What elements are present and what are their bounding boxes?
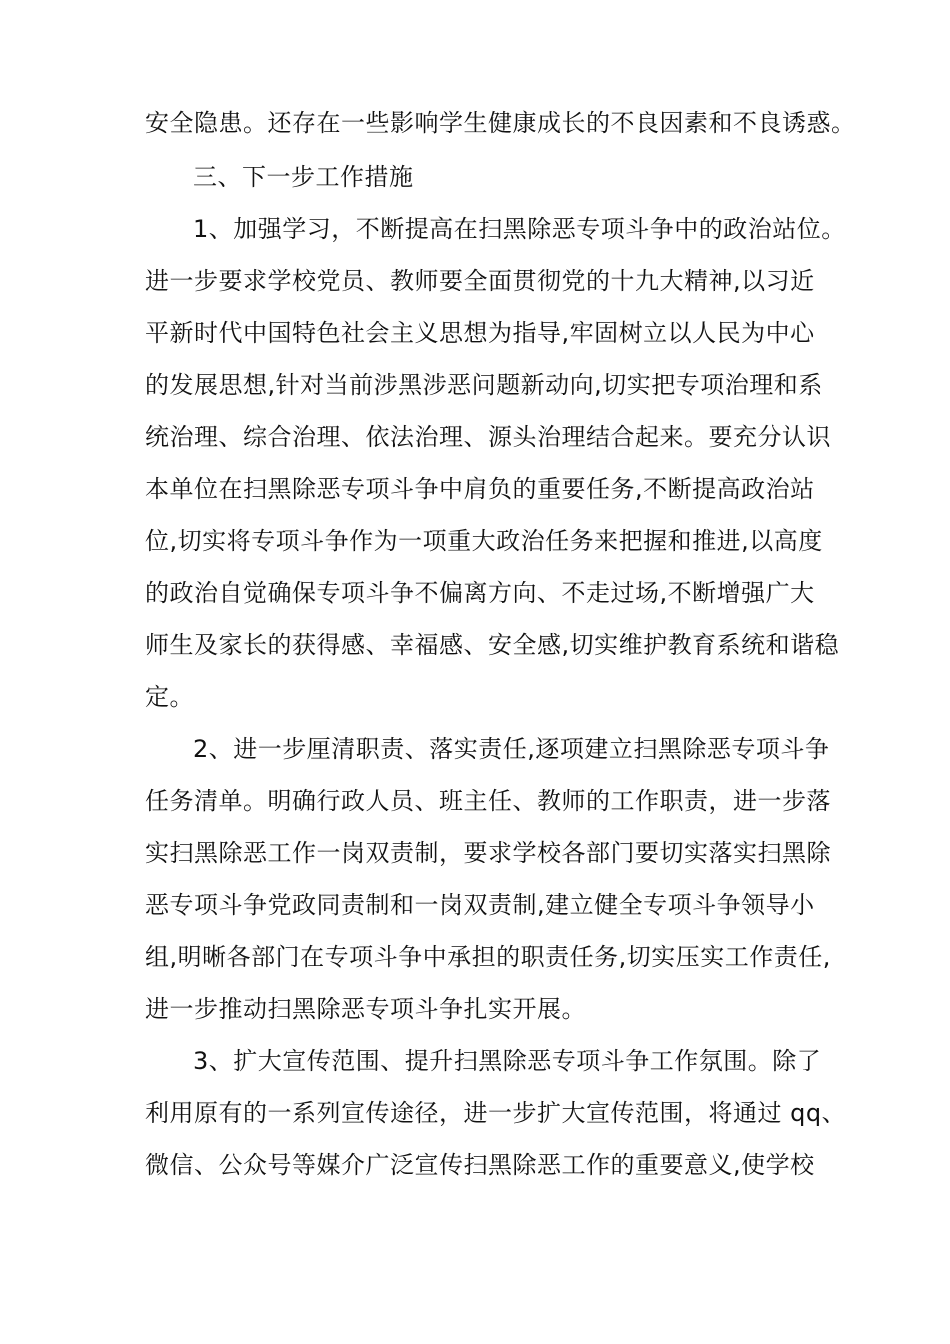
text-line-15: 实扫黑除恶工作一岗双责制，要求学校各部门要切实落实扫黑除	[145, 839, 831, 867]
text-line-14: 任务清单。明确行政人员、班主任、教师的工作职责，进一步落	[145, 787, 831, 815]
text-line-1: 安全隐患。还存在一些影响学生健康成长的不良因素和不良诱惑。	[145, 109, 856, 137]
text-line-12: 定。	[145, 683, 194, 711]
text-line-18: 进一步推动扫黑除恶专项斗争扎实开展。	[145, 995, 586, 1023]
text-line-13: 2、进一步厘清职责、落实责任,逐项建立扫黑除恶专项斗争	[193, 735, 830, 763]
text-line-7: 统治理、综合治理、依法治理、源头治理结合起来。要充分认识	[145, 423, 831, 451]
text-line-4: 进一步要求学校党员、教师要全面贯彻党的十九大精神,以习近	[145, 267, 815, 295]
text-line-8: 本单位在扫黑除恶专项斗争中肩负的重要任务,不断提高政治站	[145, 475, 815, 503]
text-line-20: 利用原有的一系列宣传途径，进一步扩大宣传范围，将通过 qq、	[145, 1099, 847, 1127]
text-line-16: 恶专项斗争党政同责制和一岗双责制,建立健全专项斗争领导小	[145, 891, 815, 919]
text-line-3: 1、加强学习，不断提高在扫黑除恶专项斗争中的政治站位。	[193, 215, 846, 243]
text-line-11: 师生及家长的获得感、幸福感、安全感,切实维护教育系统和谐稳	[145, 631, 840, 659]
text-line-9: 位,切实将专项斗争作为一项重大政治任务来把握和推进,以高度	[145, 527, 823, 555]
text-line-10: 的政治自觉确保专项斗争不偏离方向、不走过场,不断增强广大	[145, 579, 815, 607]
section-heading: 三、下一步工作措施	[193, 163, 414, 191]
text-line-17: 组,明晰各部门在专项斗争中承担的职责任务,切实压实工作责任,	[145, 943, 831, 971]
text-line-21: 微信、公众号等媒介广泛宣传扫黑除恶工作的重要意义,使学校	[145, 1151, 815, 1179]
text-line-19: 3、扩大宣传范围、提升扫黑除恶专项斗争工作氛围。除了	[193, 1047, 822, 1075]
text-line-6: 的发展思想,针对当前涉黑涉恶问题新动向,切实把专项治理和系	[145, 371, 823, 399]
text-line-5: 平新时代中国特色社会主义思想为指导,牢固树立以人民为中心	[145, 319, 815, 347]
